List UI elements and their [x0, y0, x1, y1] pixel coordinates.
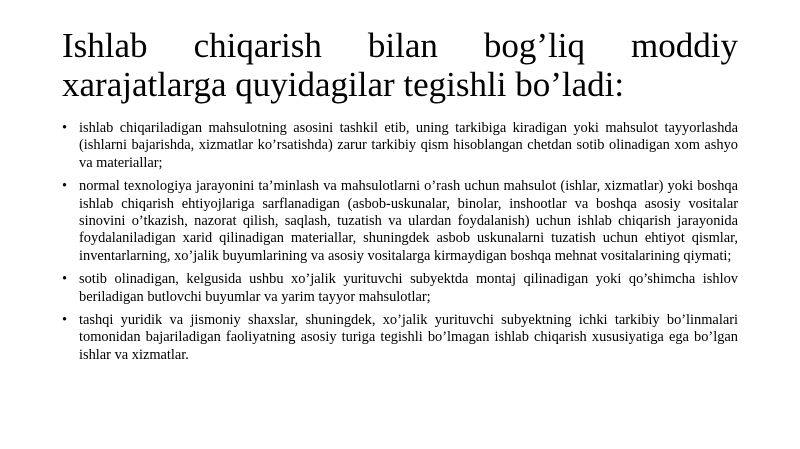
bullet-text: tashqi yuridik va jismoniy shaxslar, shuningdek, xo’jalik yurituvchi subyektning ichki tarkibiy bo’linmalari tomonidan bajariladigan faoliyatning asosiy turiga tegishli bo’lmagan ishlab chiqarish xususiyatiga ega bo’lgan ishlar va xizmatlar.	[79, 312, 738, 363]
bullet-item	[62, 178, 738, 265]
bullet-item	[62, 271, 738, 306]
bullet-list	[62, 120, 738, 364]
bullet-dot-icon: •	[62, 178, 68, 195]
bullet-text: sotib olinadigan, kelgusida ushbu xo’jalik yurituvchi subyektda montaj qilinadigan yoki qo’shimcha ishlov beriladigan butlovchi buyumlar va yarim tayyor mahsulotlar;	[79, 271, 738, 305]
bullet-dot-icon: •	[62, 312, 68, 329]
bullet-text: ishlab chiqariladigan mahsulotning asosini tashkil etib, uning tarkibiga kiradigan yoki mahsulot tayyorlashda (ishlarni bajarishda, xizmatlar ko’rsatishda) zarur tarkibiy qism hisoblangan chetdan sotib olinadigan xom ashyo va materiallar;	[79, 120, 738, 171]
slide-title: Ishlab chiqarish bilan bog’liq moddiy xarajatlarga quyidagilar tegishli bo’ladi:	[62, 26, 738, 104]
bullet-item	[62, 120, 738, 172]
bullet-dot-icon: •	[62, 271, 68, 288]
bullet-dot-icon: •	[62, 120, 68, 136]
bullet-item	[62, 312, 738, 364]
bullet-text: normal texnologiya jarayonini ta’minlash va mahsulotlarni o’rash uchun mahsulot (ishlar, xizmatlar) yoki boshqa ishlab chiqarish ehtiyojlariga sarflanadigan (asbob-uskunalar, binolar, inshootlar va boshqa asosiy vositalar sinovini o’tkazish, nazorat qilish, saqlash, tuzatish va ulardan foydalanish) uchun ishlab chiqarish jarayonida foydalaniladigan xarid qilinadigan materiallar, shuningdek asbob uskunalarni tuzatish uchun ehtiyot qismlar, inventarlarning, xo’jalik buyumlarining va asosiy vositalarga kirmaydigan boshqa mehnat vositalarining qiymati;	[79, 178, 738, 264]
